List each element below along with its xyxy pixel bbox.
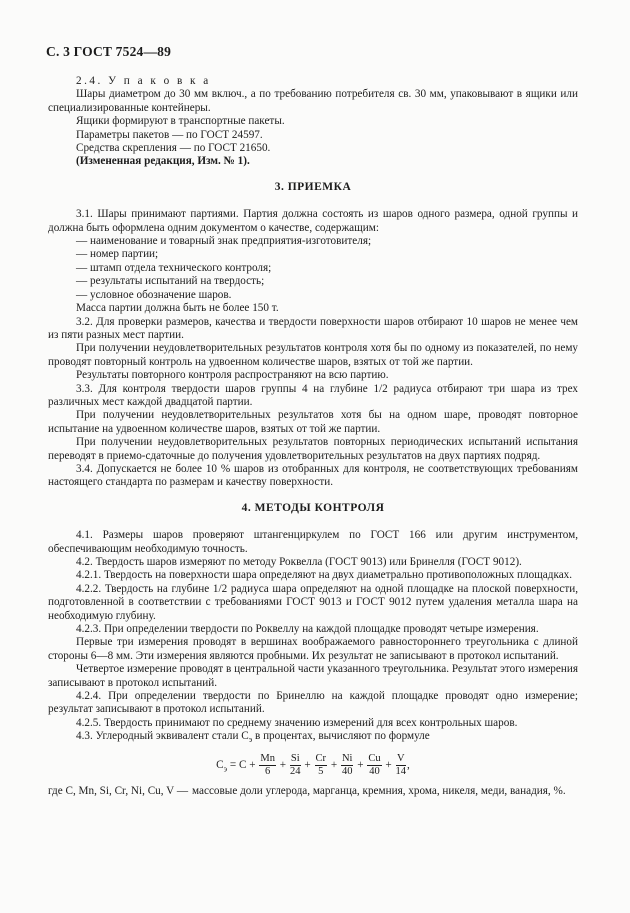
plus-sign: + xyxy=(330,759,338,771)
fraction-term: $\frac{Mn}{6}$ xyxy=(260,752,275,777)
document-body xyxy=(48,75,578,798)
paragraph: Шары диаметром до 30 мм включ., а по требованию потребителя св. 30 мм, упаковывают в ящики или специализированные контейнеры. xyxy=(48,88,578,114)
paragraph: При получении неудовлетворительных результатов контроля хотя бы по одному из показателей, по нему проводят повторный контроль на удвоенном количестве шаров, взятых от той же партии. xyxy=(48,342,578,368)
formula-tail: , xyxy=(407,759,410,771)
plus-sign: + xyxy=(385,759,392,771)
formula-lhs-sub: э xyxy=(223,764,228,774)
paragraph-3-3: 3.3. Для контроля твердости шаров группы 4 на глубине 1/2 радиуса отбирают три шара из трех различных мест каждой двадцатой партии. xyxy=(48,382,578,408)
paragraph-4-2: 4.2. Твердость шаров измеряют по методу Роквелла (ГОСТ 9013) или Бринелля (ГОСТ 9012). xyxy=(76,556,522,568)
section-4-title: 4. МЕТОДЫ КОНТРОЛЯ xyxy=(241,501,385,514)
paragraph: Масса партии должна быть не более 150 т. xyxy=(76,302,279,315)
plus-sign: + xyxy=(279,759,287,771)
paragraph-3-2: 3.2. Для проверки размеров, качества и твердости поверхности шаров отбирают 10 шаров не менее чем из пяти разных мест партии. xyxy=(48,315,578,341)
paragraph-4-1: 4.1. Размеры шаров проверяют штангенциркулем по ГОСТ 166 или другим инструментом, обеспечивающим необходимую точность. xyxy=(48,529,578,555)
paragraph: Четвертое измерение проводят в центральной части указанного треугольника. Результат этого измерения записывают в протокол испытаний. xyxy=(48,663,578,689)
fraction-term: $\frac{V}{14}$ xyxy=(395,752,407,777)
paragraph: При получении неудовлетворительных результатов хотя бы на одном шаре, проводят повторное испытание на удвоенном количестве шаров, взятых от той же партии. xyxy=(48,409,578,435)
section-2-4-label: 2.4. У п а к о в к а xyxy=(76,75,211,87)
list-item: — наименование и товарный знак предприятия-изготовителя; xyxy=(76,235,372,248)
formula-lhs: С xyxy=(216,759,224,771)
carbon-equivalent-formula xyxy=(48,753,578,778)
paragraph-3-4: 3.4. Допускается не более 10 % шаров из отобранных для контроля, не соответствующих требованиям настоящего стандарта по размерам и качеству поверхности. xyxy=(48,462,578,489)
paragraph-4-2-2: 4.2.2. Твердость на глубине 1/2 радиуса шара определяют на одной площадке на плоской поверхности, подготовленной в соответствии с требованиями ГОСТ 9013 и ГОСТ 9012 путем удаления металла шара на необходимую глубину. xyxy=(48,582,578,622)
fraction-term: $\frac{Cr}{5}$ xyxy=(315,752,327,777)
plus-sign: + xyxy=(357,759,364,771)
amendment-note: (Измененная редакция, Изм. № 1). xyxy=(76,155,250,168)
page-header: С. 3 ГОСТ 7524—89 xyxy=(46,44,172,59)
paragraph: Средства скрепления — по ГОСТ 21650. xyxy=(76,142,271,155)
paragraph-4-2-5: 4.2.5. Твердость принимают по среднему значению измерений для всех контрольных шаров. xyxy=(76,716,518,729)
paragraph: Первые три измерения проводят в вершинах воображаемого равностороннего треугольника с длиной стороны 6—8 мм. Эти измерения являются пробными. Их результат не записывают в протокол испытаний. xyxy=(48,636,578,662)
legend-symbols: где С, Mn, Si, Cr, Ni, Cu, V — xyxy=(48,784,189,797)
formula-eq: = С + xyxy=(227,759,259,771)
paragraph-4-3: 4.3. Углеродный эквивалент стали $С_э$ в процентах, вычисляют по формуле xyxy=(76,730,430,745)
paragraph-4-2-1: 4.2.1. Твердость на поверхности шара определяют на двух диаметрально противоположных площадках. xyxy=(76,569,573,582)
paragraph-4-2-4: 4.2.4. При определении твердости по Бринеллю на каждой площадке проводят одно измерение; результат записывают в протокол испытаний. xyxy=(48,690,578,716)
paragraph: Результаты повторного контроля распространяют на всю партию. xyxy=(76,369,389,382)
paragraph-4-2-3: 4.2.3. При определении твердости по Роквеллу на каждой площадке проводят четыре измерения. xyxy=(76,623,539,636)
fraction-term: $\frac{Ni}{40}$ xyxy=(341,752,353,777)
paragraph-3-1: 3.1. Шары принимают партиями. Партия должна состоять из шаров одного размера, одной группы и должна быть оформлена одним документом о качестве, содержащим: xyxy=(48,208,578,234)
plus-sign: + xyxy=(304,759,311,771)
list-item: — номер партии; xyxy=(76,248,159,261)
fraction-term: $\frac{Si}{24}$ xyxy=(289,752,301,777)
legend-description: массовые доли углерода, марганца, кремния, хрома, никеля, меди, ванадия, %. xyxy=(192,784,566,797)
list-item: — условное обозначение шаров. xyxy=(76,288,232,301)
list-item: — штамп отдела технического контроля; xyxy=(76,261,272,274)
formula-legend xyxy=(48,785,578,798)
fraction-term: $\frac{Cu}{40}$ xyxy=(368,752,381,777)
paragraph: Параметры пакетов — по ГОСТ 24597. xyxy=(76,128,263,141)
section-3-title: 3. ПРИЕМКА xyxy=(274,180,352,193)
paragraph: При получении неудовлетворительных результатов повторных периодических испытаний испытания переводят в приемо-сдаточные до получения удовлетворительных результатов на двух партиях подряд. xyxy=(48,436,578,462)
list-item: — результаты испытаний на твердость; xyxy=(76,275,265,288)
paragraph: Ящики формируют в транспортные пакеты. xyxy=(76,115,285,128)
